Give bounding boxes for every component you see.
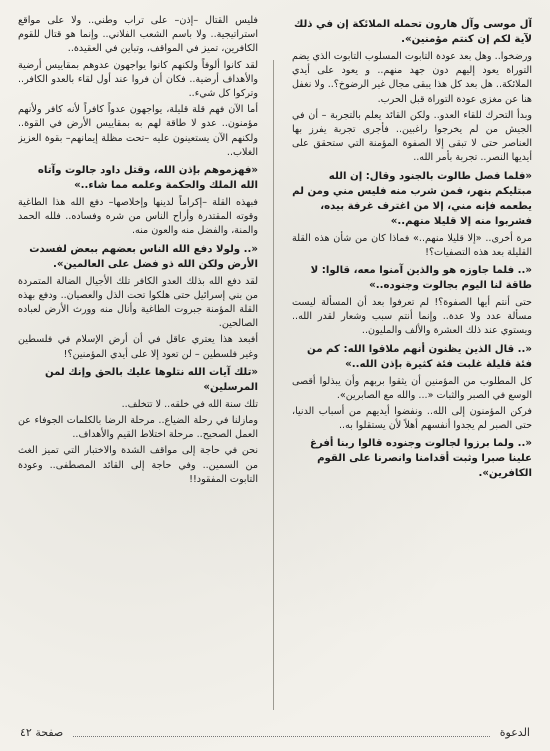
paragraph: كل المطلوب من المؤمنين أن يثقوا بربهم وأن يبذلوا أقصى الوسع في الصبر والثبات «... والله مع الصابرين». <box>292 375 532 401</box>
quran-verse: «.. قال الذين يظنون أنهم ملاقوا الله: كم من فئة قليلة غلبت فئة كثيرة بإذن الله..» <box>307 343 532 370</box>
quran-verse: «.. ولما برزوا لجالوت وجنوده قالوا ربنا أفرغ علينا صبرا وثبت أقدامنا وانصرنا على القوم الكافرين». <box>309 438 532 480</box>
page-number: صفحة ٤٢ <box>20 725 64 739</box>
quran-verse: آل موسى وآل هارون تحمله الملائكة إن في ذلك لآية لكم إن كنتم مؤمنين». <box>293 19 532 45</box>
paragraph: فركن المؤمنون إلى الله.. ونفضوا أيديهم من أسباب الدنيا، حتى الصبر لم يجدوا أنفسهم أهلاً لأن يستقلوا به.. <box>292 406 532 432</box>
quran-verse: «.. ولولا دفع الله الناس بعضهم ببعض لفسدت الأرض ولكن الله ذو فضل على العالمين». <box>29 243 258 270</box>
page-footer <box>0 723 550 741</box>
paragraph: تلك سنة الله في خلقه.. لا تتخلف.. <box>121 398 258 410</box>
footer-dotted-rule <box>73 728 490 737</box>
left-column <box>18 14 258 714</box>
quran-verse: «فلما فصل طالوت بالجنود وقال: إن الله مبتليكم بنهر، فمن شرب منه فليس مني ومن لم يطعمه فإنه مني، إلا من اغترف غرفة بيده، فشربوا منه إلا قليلا منهم..» <box>292 170 532 227</box>
paragraph: وبدأ التحرك للقاء العدو.. ولكن القائد يعلم بالتجربة – أن في الجيش من لم يخرجوا راغبين.. فأجرى تجربة يفرز بها العناصر حتى لا تبقى إلا الصفوة المؤمنة التي ستحقق على أيديها النصر.. تجربة بأمر الله.. <box>292 109 532 164</box>
paragraph: لقد دفع الله بذلك العدو الكافر تلك الأجيال الضالة المتمردة من بني إسرائيل حتى هلكوا تحت الذل والعصيان.. ودفع بهذه القلة المؤمنة جبروت الطاغية وأنال منه وورث الأرض لعباده الصالحين. <box>18 275 258 330</box>
column-divider <box>273 60 274 710</box>
paragraph: نحن في حاجة إلى مواقف الشدة والاختبار التي تميز الغث من السمين.. وفي حاجة إلى القائد المصطفى.. وعودة التابوت المفقود!! <box>18 445 258 485</box>
paragraph: ورضخوا.. وهل بعد عودة التابوت المسلوب التابوت الذي يضم التوراة يعود إليهم دون جهد منهم.. و يعود على أيدي الملائكة.. هل بعد كل هذا يبقى مجال غير الرضوخ؟.. ولا نغفل هنا عن مغزى عودة التوراة قبل الحرب. <box>292 51 532 105</box>
paragraph: ومازلنا في رحلة الضياع.. مرحلة الرضا بالكلمات الجوفاء عن العمل الصحيح.. مرحلة اختلاط القيم والأهداف.. <box>18 415 258 441</box>
magazine-name: الدعوة <box>499 725 530 739</box>
paragraph: فليس القتال –إذن– على تراب وطني.. ولا على مواقع استراتيجية.. ولا باسم الشعب الفلاني.. وإنما هو قتال للقوم الكافرين، تميز في المواقف، وتباين في العقيدة.. <box>18 15 258 55</box>
paragraph: أما الآن فهم قلة قليلة، يواجهون عدواً كافراً لأنه كافر ولأنهم مؤمنون.. عدو لا طاقة لهم به بمقاييس الأرض في القوة.. ولكنهم الآن يستعينون عليه –تحت مظلة إيمانهم– بقوة العزيز الغلاب.. <box>18 104 258 158</box>
quran-verse: «فهزموهم بإذن الله، وقتل داود جالوت وآتاه الله الملك والحكمة وعلمه مما شاء..» <box>37 165 258 192</box>
paragraph: أفبعد هذا يعتري عاقل في أن أرض الإسلام في فلسطين وغير فلسطين – لن تعود إلا على أيدي المؤمنين؟! <box>18 334 258 360</box>
quran-verse: «.. فلما جاوزه هو والذين آمنوا معه، قالوا: لا طاقة لنا اليوم بجالوت وجنوده..» <box>310 265 532 292</box>
paragraph: مرة أخرى.. «إلا قليلا منهم..» فماذا كان من شأن هذه القلة القليلة بعد هذه التصفيات؟! <box>292 232 532 258</box>
paragraph: حتى أنتم أيها الصفوة؟! لم تعرفوا بعد أن المسألة ليست مسألة عدد ولا عدة.. وإنما أنتم سبب وشعار لقدر الله.. ويستوي عند ذلك العشرة والألف والمليون.. <box>292 297 532 337</box>
quran-verse: «تلك آيات الله نتلوها عليك بالحق وإنك لمن المرسلين» <box>44 366 258 393</box>
paragraph: لقد كانوا ألوفاً ولكنهم كانوا يواجهون عدوهم بمقاييس أرضية والأهداف أرضية.. فكان أن فروا عند أول لقاء بالعدو الكافر.. وتركوا كل شيء.. <box>18 59 258 100</box>
paragraph: فبهذه القلة –إكراماً لدينها وإخلاصها– دفع الله هذا الطاغية وقوته المقتدرة وأراح الناس من شره وفساده.. فلله الحمد والمنة، والفضل منه والعون منه. <box>18 197 258 237</box>
right-column <box>292 14 532 714</box>
